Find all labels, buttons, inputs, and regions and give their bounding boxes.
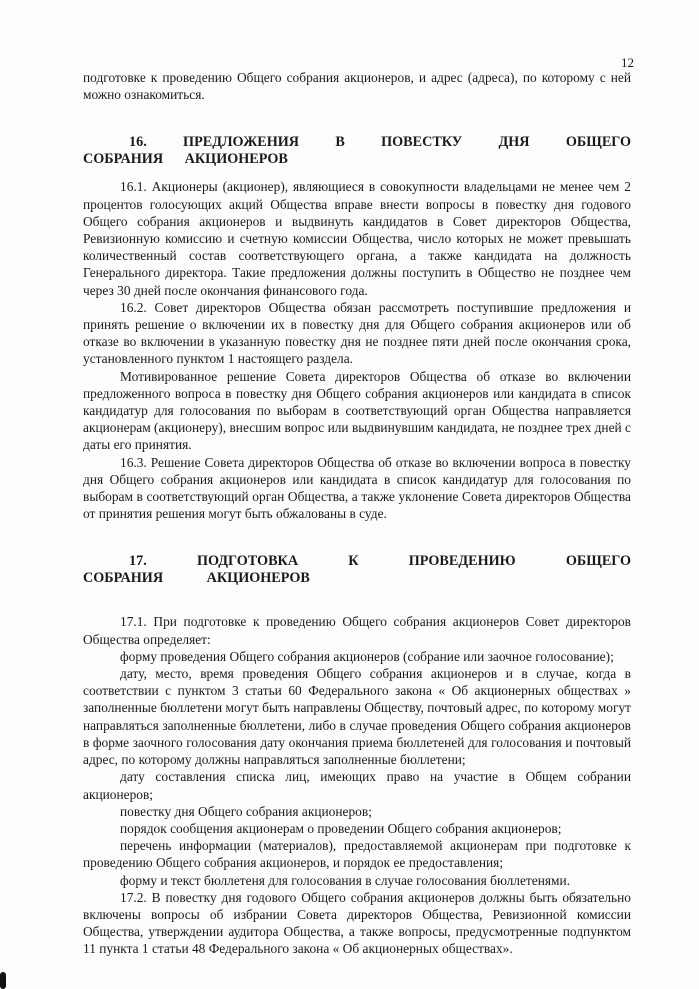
document-body (83, 69, 631, 958)
list-item-list-date: дату составления списка лиц, имеющих право на участие в Общем собрании акционеров; (83, 769, 631, 802)
list-item-materials: перечень информации (материалов), предоставляемой акционерам при подготовке к проведению Общего собрания акционеров, и порядок ее предоставления; (83, 838, 631, 871)
paragraph-continuation: подготовке к проведению Общего собрания акционеров, и адрес (адреса), по которому с ней можно ознакомиться. (83, 70, 631, 103)
list-item-date-place: дату, место, время проведения Общего собрания акционеров и в случае, когда в соответствии с пунктом 3 статьи 60 Федерального закона « Об акционерных обществах » заполненные бюллетени могут быть направлены Обществу, почтовый адрес, по которому могут направляться заполненные бюллетени, либо в случае проведения Общего собрания акционеров в форме заочного голосования дату окончания приема бюллетеней для голосования и почтовый адрес, по которому должны направляться заполненные бюллетени; (83, 666, 631, 768)
page-number: 12 (621, 55, 634, 70)
paragraph-17-2: 17.2. В повестку дня годового Общего собрания акционеров должны быть обязательно включены вопросы об избрании Совета директоров Общества, Ревизионной комиссии Общества, утверждении аудитора Общества, а также вопросы, предусмотренные подпунктом 11 пункта 1 статьи 48 Федерального закона « Об акционерных обществах». (83, 889, 631, 957)
paragraph-16-3: 16.3. Решение Совета директоров Общества об отказе во включении вопроса в повестку дня Общего собрания акционеров или кандидата в список кандидатур для голосования по выборам в соответствующий орган Общества, а также уклонение Совета директоров Общества от принятия решения могут быть обжалованы в суде. (83, 454, 631, 522)
paragraph-16-2: 16.2. Совет директоров Общества обязан рассмотреть поступившие предложения и принять решение о включении их в повестку дня для Общего собрания акционеров или об отказе во включении в указанную повестку дня не позднее пяти дней после окончания срока, установленного пунктом 1 настоящего раздела. (83, 299, 631, 367)
section-heading-17: 17. ПОДГОТОВКА К ПРОВЕДЕНИЮ ОБЩЕГО СОБРАНИЯ АКЦИОНЕРОВ (83, 553, 631, 587)
list-item-agenda: повестку дня Общего собрания акционеров; (120, 803, 372, 819)
paragraph-16-1: 16.1. Акционеры (акционер), являющиеся в совокупности владельцами не менее чем 2 процентов голосующих акций Общества вправе внести вопросы в повестку дня годового Общего собрания акционеров и выдвинуть кандидатов в Совет директоров Общества, Ревизионную комиссию и счетную комиссии Общества, число которых не может превышать количественный состав соответствующего органа, а также кандидата на должность Генерального директора. Такие предложения должны поступить в Общество не позднее чем через 30 дней после окончания финансового года. (83, 179, 631, 298)
paragraph-16-2-motivated: Мотивированное решение Совета директоров Общества об отказе во включении предложенного вопроса в повестку дня Общего собрания акционеров или кандидата в список кандидатур для голосования по выборам в соответствующий орган Общества направляется акционерам (акционеру), внесшим вопрос или выдвинувшим кандидата, не позднее трех дней с даты его принятия. (83, 368, 631, 453)
list-item-notice-order: порядок сообщения акционерам о проведении Общего собрания акционеров; (120, 820, 562, 836)
section-heading-16: 16. ПРЕДЛОЖЕНИЯ В ПОВЕСТКУ ДНЯ ОБЩЕГО СОБРАНИЯ АКЦИОНЕРОВ (83, 134, 631, 168)
scan-edge-mark (0, 972, 6, 989)
paragraph-17-1: 17.1. При подготовке к проведению Общего собрания акционеров Совет директоров Общества определяет: (83, 614, 631, 647)
list-item-ballot: форму и текст бюллетеня для голосования в случае голосования бюллетенями. (120, 872, 571, 888)
list-item-form: форму проведения Общего собрания акционеров (собрание или заочное голосование); (120, 648, 614, 664)
